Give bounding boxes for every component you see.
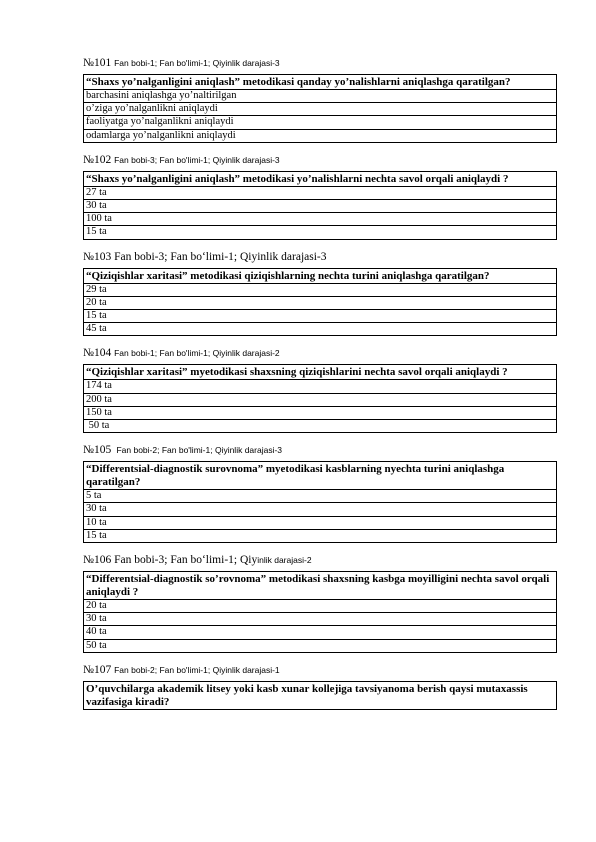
question-table xyxy=(83,74,557,143)
answer-option: 30 ta xyxy=(84,200,557,213)
question-text: “Differentsial-diagnostik so’rovnoma” metodikasi shaxsning kasbga moyilligini nechta savol orqali aniqlaydi ? xyxy=(84,572,557,600)
question-text: “Shaxs yo’nalganligini aniqlash” metodikasi qanday yo’nalishlarni aniqlashga qaratilgan? xyxy=(84,75,557,90)
answer-option: 20 ta xyxy=(84,600,557,613)
question-meta: Fan bobi-2; Fan bo'limi-1; Qiyinlik darajasi-3 xyxy=(114,445,283,456)
question-block-101 xyxy=(83,56,559,143)
answer-option: odamlarga yo’nalganlikni aniqlaydi xyxy=(84,129,557,142)
question-meta: Fan bobi-3; Fan bo'limi-1; Qiyinlik darajasi-3 xyxy=(114,154,280,165)
question-block-107 xyxy=(83,663,559,710)
answer-option: faoliyatga yo’nalganlikni aniqlaydi xyxy=(84,116,557,129)
question-text: “Differentsial-diagnostik surovnoma” myetodikasi kasblarning nyechta turini aniqlashga qaratilgan? xyxy=(84,462,557,490)
question-table xyxy=(83,461,557,543)
answer-option: 15 ta xyxy=(84,529,557,542)
answer-option: o’ziga yo’nalganlikni aniqlaydi xyxy=(84,103,557,116)
answer-option: 45 ta xyxy=(84,323,557,336)
question-header xyxy=(83,56,559,74)
question-block-103 xyxy=(83,250,559,337)
answer-option: 40 ta xyxy=(84,626,557,639)
answer-option: 50 ta xyxy=(84,420,557,433)
answer-option: 10 ta xyxy=(84,516,557,529)
question-text: “Qiziqishlar xaritasi” myetodikasi shaxsning qiziqishlarini nechta savol orqali aniqlaydi ? xyxy=(84,365,557,380)
question-number: №107 xyxy=(83,663,112,676)
answer-option: 20 ta xyxy=(84,296,557,309)
answer-option: 30 ta xyxy=(84,613,557,626)
question-table xyxy=(83,171,557,240)
question-header xyxy=(83,153,559,171)
question-header xyxy=(83,443,559,461)
question-block-106 xyxy=(83,553,559,653)
question-meta-tail: inlik darajasi-2 xyxy=(257,555,312,566)
question-meta: Fan bobi-1; Fan bo'limi-1; Qiyinlik darajasi-2 xyxy=(114,348,280,359)
question-number: №102 xyxy=(83,153,112,166)
answer-option: 174 ta xyxy=(84,380,557,393)
question-header xyxy=(83,553,559,571)
answer-option: 15 ta xyxy=(84,226,557,239)
question-number: №101 xyxy=(83,57,112,69)
question-meta: Fan bobi-3; Fan bo‘limi-1; Qiy xyxy=(114,554,258,567)
question-table xyxy=(83,268,557,337)
answer-option: 27 ta xyxy=(84,186,557,199)
question-text: “Shaxs yo’nalganligini aniqlash” metodikasi yo’nalishlarni nechta savol orqali aniqlaydi ? xyxy=(84,171,557,186)
question-header xyxy=(83,250,559,268)
question-text: O’quvchilarga akademik litsey yoki kasb xunar kollejiga tavsiyanoma berish qaysi mutaxassis vazifasiga kiradi? xyxy=(84,681,557,709)
answer-option: 29 ta xyxy=(84,283,557,296)
question-header xyxy=(83,663,559,681)
question-table xyxy=(83,364,557,433)
question-block-102 xyxy=(83,153,559,240)
question-meta: Fan bobi-1; Fan bo'limi-1; Qiyinlik darajasi-3 xyxy=(114,58,280,68)
question-number: №105 xyxy=(83,444,112,457)
question-block-105 xyxy=(83,443,559,543)
answer-option: 30 ta xyxy=(84,503,557,516)
answer-option: 5 ta xyxy=(84,490,557,503)
answer-option: 50 ta xyxy=(84,639,557,652)
document-page xyxy=(83,56,559,720)
question-header xyxy=(83,346,559,364)
question-meta: Fan bobi-2; Fan bo'limi-1; Qiyinlik darajasi-1 xyxy=(114,664,280,675)
answer-option: barchasini aniqlashga yo’naltirilgan xyxy=(84,90,557,103)
question-table xyxy=(83,681,557,710)
answer-option: 150 ta xyxy=(84,406,557,419)
question-number: №103 xyxy=(83,250,112,263)
question-block-104 xyxy=(83,346,559,433)
answer-option: 200 ta xyxy=(84,393,557,406)
question-table xyxy=(83,571,557,653)
question-text: “Qiziqishlar xaritasi” metodikasi qiziqishlarning nechta turini aniqlashga qaratilgan? xyxy=(84,268,557,283)
question-number: №106 xyxy=(83,554,112,567)
answer-option: 100 ta xyxy=(84,213,557,226)
question-meta: Fan bobi-3; Fan bo‘limi-1; Qiyinlik darajasi-3 xyxy=(114,250,327,263)
question-number: №104 xyxy=(83,347,112,360)
answer-option: 15 ta xyxy=(84,310,557,323)
